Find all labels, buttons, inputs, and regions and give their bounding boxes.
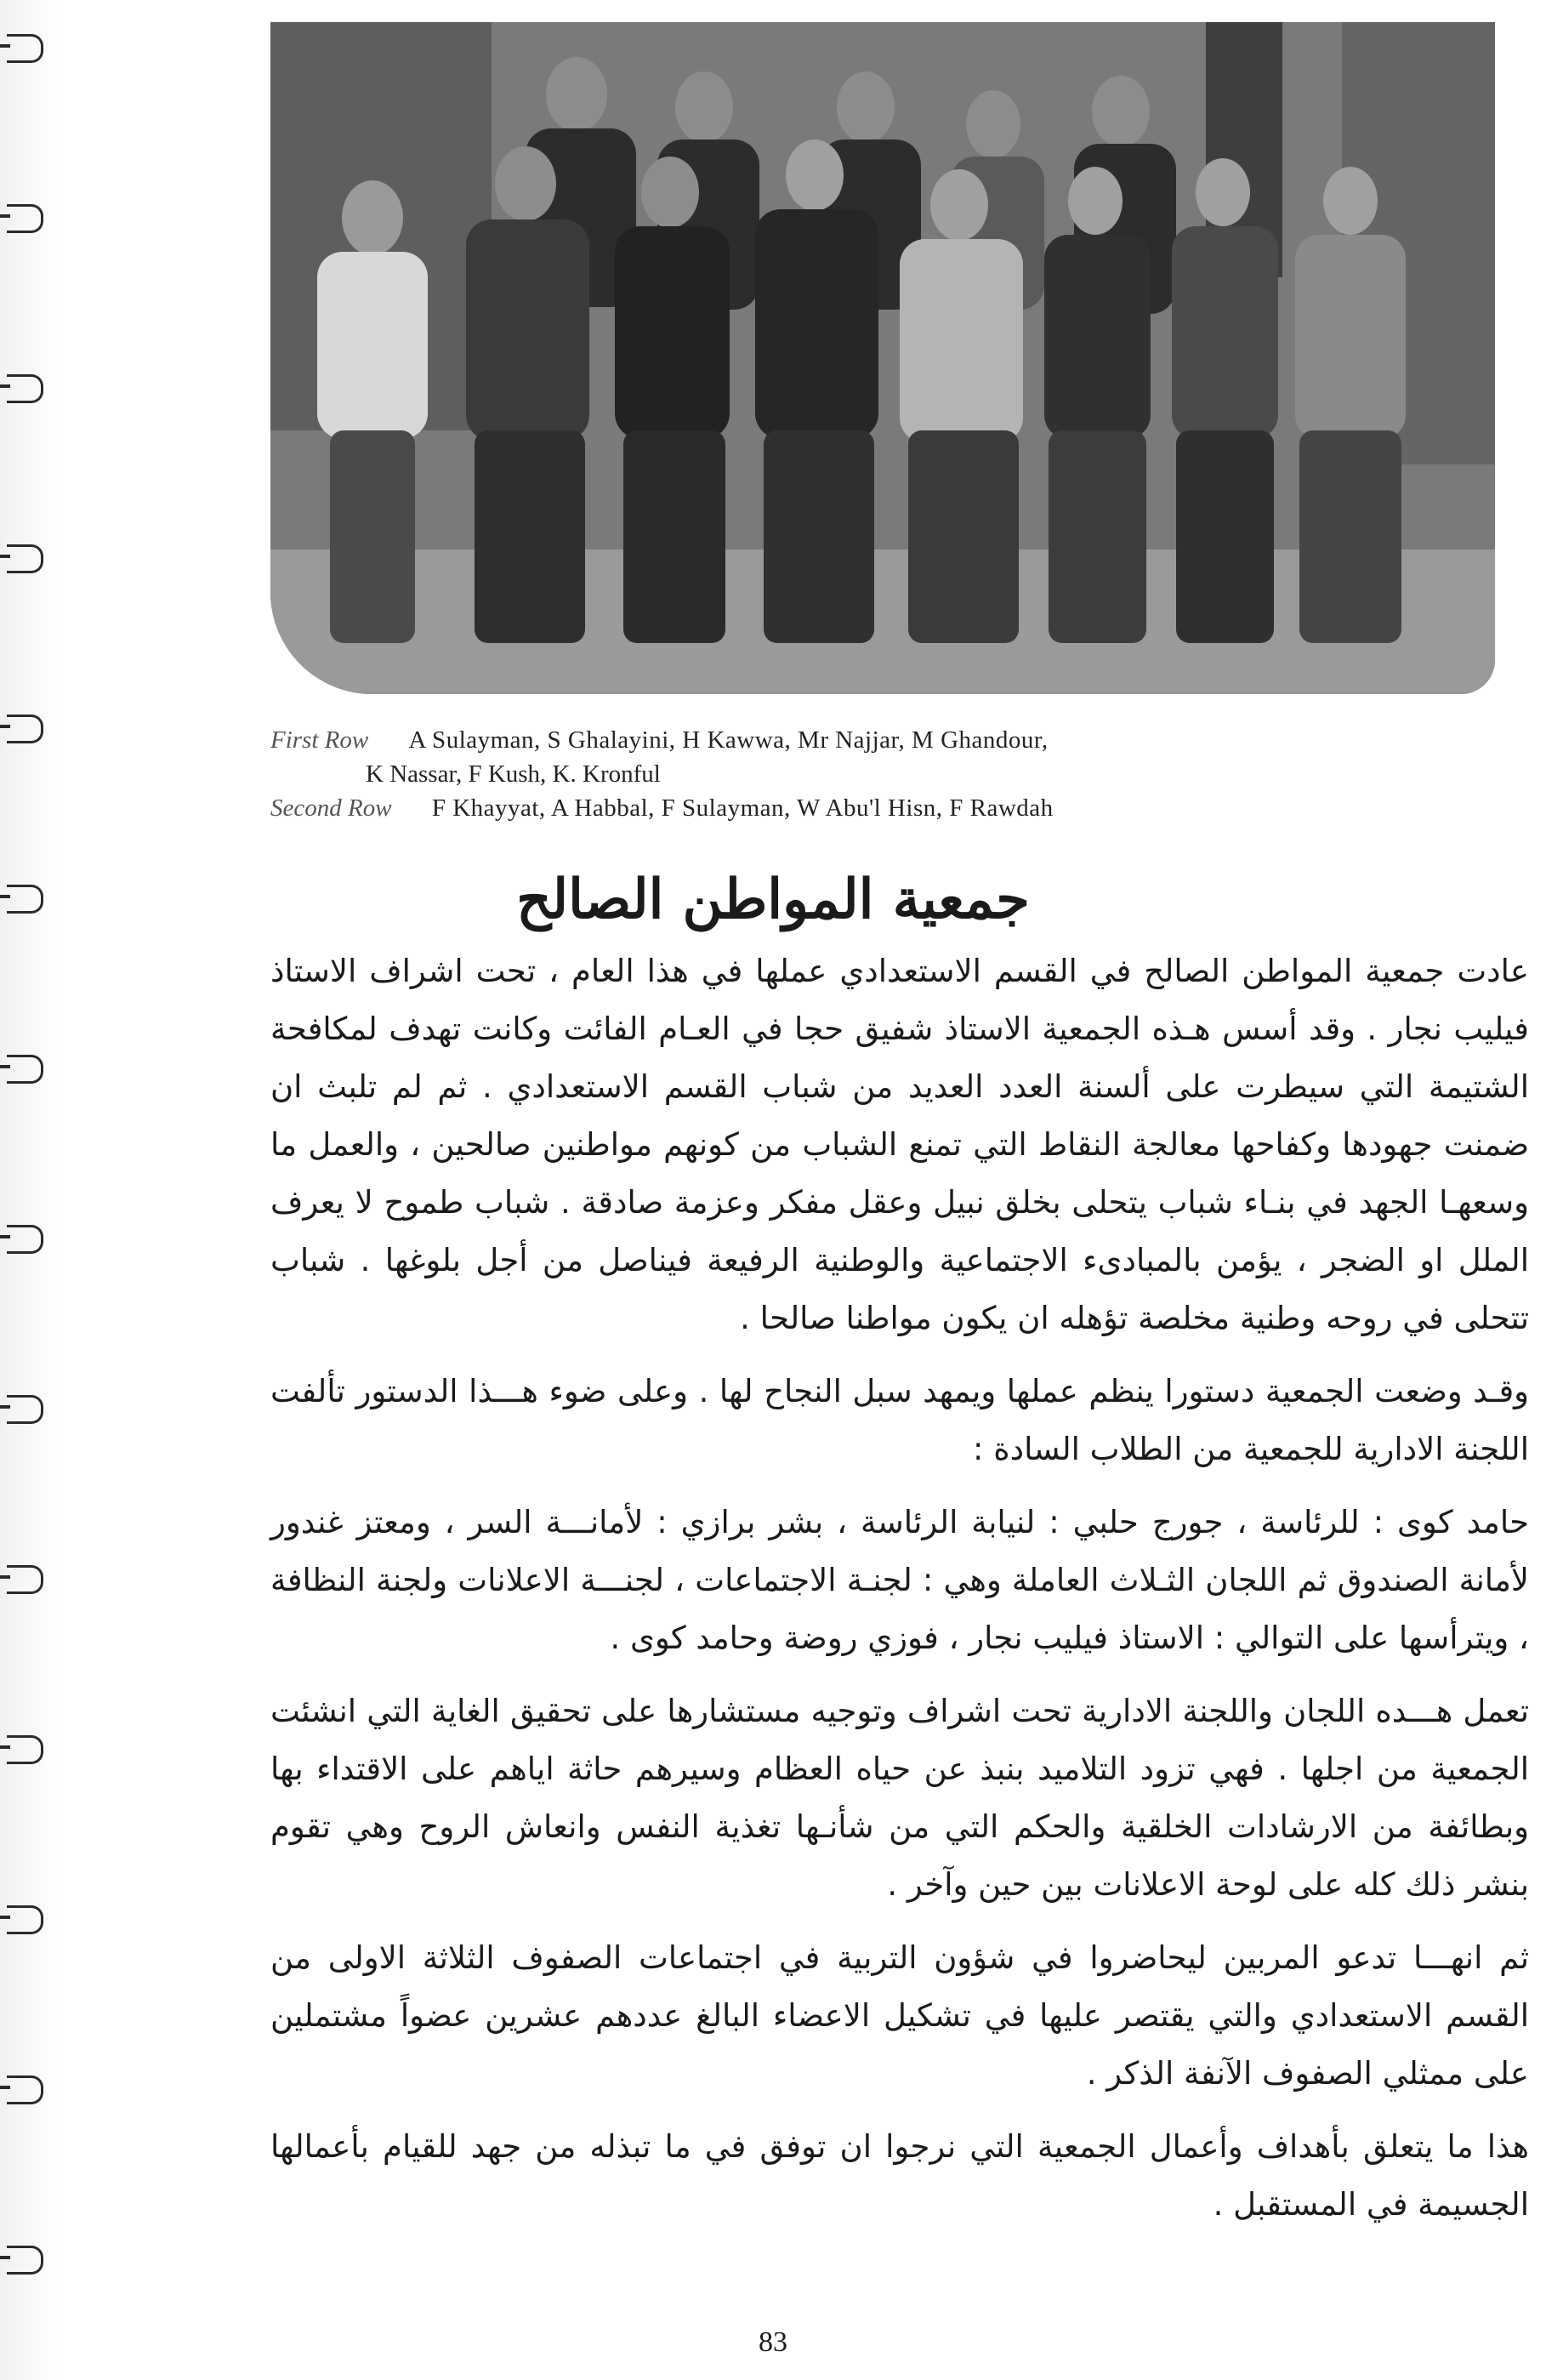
article-title: جمعية المواطن الصالح (516, 868, 1030, 931)
binding-ring (7, 715, 43, 743)
binding-ring (7, 1565, 43, 1594)
paragraph: وقـد وضعت الجمعية دستورا ينظم عملها ويمهد سبل النجاح لها . وعلى ضوء هـــذا الدستور تألفت اللجنة الادارية للجمعية من الطلاب السادة : (270, 1373, 1529, 1467)
first-row-names-continued: K Nassar, F Kush, K. Kronful (366, 760, 661, 788)
paragraph: هذا ما يتعلق بأهداف وأعمال الجمعية التي نرجوا ان توفق في ما تبذله من جهد للقيام بأعمالها الجسيمة في المستقبل . (270, 2128, 1529, 2223)
binding-ring (7, 2075, 43, 2104)
binding-ring (7, 1905, 43, 1934)
binding-ring (7, 544, 43, 573)
caption-second-row (270, 791, 1495, 825)
binding-ring (7, 1055, 43, 1084)
binding-ring (7, 1395, 43, 1424)
binding-ring (7, 204, 43, 233)
binding-ring (7, 374, 43, 403)
group-photo-illustration (270, 22, 1495, 694)
second-row-names: F Khayyat, A Habbal, F Sulayman, W Abu'l Hisn, F Rawdah (431, 794, 1054, 822)
first-row-names: A Sulayman, S Ghalayini, H Kawwa, Mr Najjar, M Ghandour, (408, 726, 1049, 754)
paragraph: عادت جمعية المواطن الصالح في القسم الاستعدادي عملها في هذا العام ، تحت اشراف الاستاذ فيليب نجار . وقد أسس هـذه الجمعية الاستاذ شفيق حجا في العـام الفائت وكانت تهدف لمكافحة الشتيمة التي سيطرت على ألسنة العدد العديد من شباب القسم الاستعدادي . ثم لم تلبث ان ضمنت جهودها وكفاحها معالجة النقاط التي تمنع الشباب من كونهم مواطنين صالحين ، والعمل ما وسعهـا الجهد في بنـاء شباب يتحلى بخلق نبيل وعقل مفكر وعزمة صادقة . شباب طموح لا يعرف الملل او الضجر ، يؤمن بالمبادىء الاجتماعية والوطنية الرفيعة فيناصل من أجل بلوغها . شباب تتحلى في روحه وطنية مخلصة تؤهله ان يكون مواطنا صالحا . (270, 953, 1529, 1336)
photo-caption (270, 723, 1495, 825)
binding-ring (7, 1735, 43, 1764)
paragraph: حامد كوى : للرئاسة ، جورج حلبي : لنيابة الرئاسة ، بشر برازي : لأمانـــة السر ، ومعتز غندور لأمانة الصندوق ثم اللجان الثـلاث العاملة وهي : لجنـة الاجتماعات ، لجنـــة الاعلانات ولجنة النظافة ، ويترأسها على التوالي : الاستاذ فيليب نجار ، فوزي روضة وحامد كوى . (270, 1504, 1529, 1656)
page-number: 83 (759, 2326, 787, 2358)
caption-first-row (270, 723, 1495, 757)
binding-ring (7, 1225, 43, 1254)
group-photo (270, 22, 1495, 694)
second-row-label: Second Row (270, 794, 392, 822)
paragraph: تعمل هـــده اللجان واللجنة الادارية تحت اشراف وتوجيه مستشارها على تحقيق الغاية التي انشئت الجمعية من اجلها . فهي تزود التلاميد بنبذ عن حياه العظام وسيرهم حاثة اياهم على الاقتداء بها وبطائفة من الارشادات الخلقية والحكم التي من شأنـها تغذية النفس وانعاش الروح وهي تقوم بنشر ذلك كله على لوحة الاعلانات بين حين وآخر . (270, 1693, 1529, 1903)
first-row-label: First Row (270, 726, 369, 754)
binding-ring (7, 34, 43, 63)
binding-strip (0, 0, 60, 2380)
paragraph: ثم انهـــا تدعو المربين ليحاضروا في شؤون التربية في اجتماعات الصفوف الثلاثة الاولى من القسم الاستعدادي والتي يقتصر عليها في تشكيل الاعضاء البالغ عددهم عشرين عضواً مشتملين على ممثلي الصفوف الآنفة الذكر . (270, 1939, 1529, 2092)
article-body (270, 942, 1529, 2249)
binding-ring (7, 2246, 43, 2275)
